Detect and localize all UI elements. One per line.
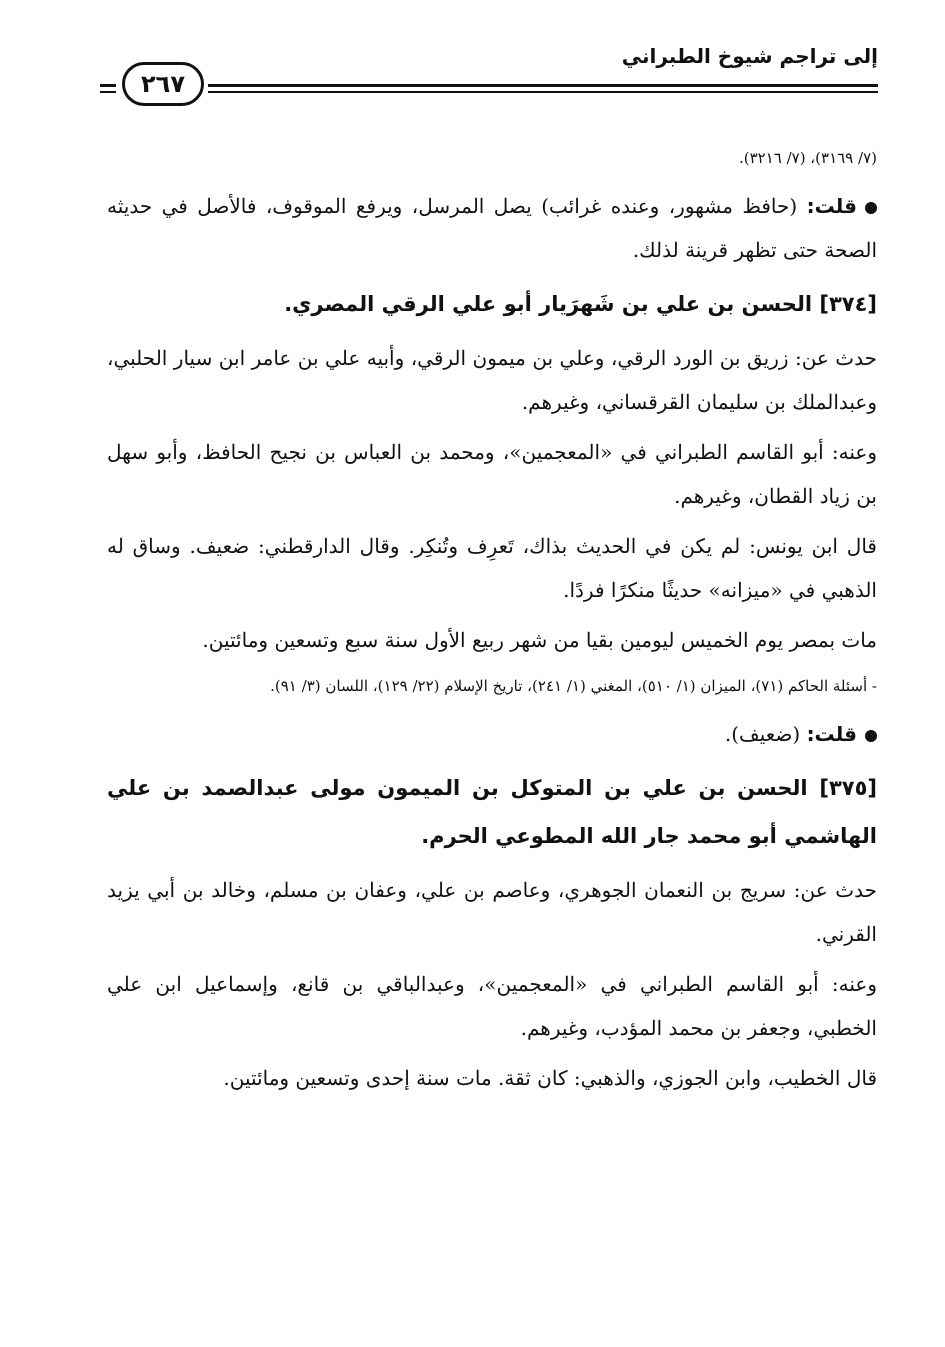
entry-375-qala: قال الخطيب، وابن الجوزي، والذهبي: كان ثقة. مات سنة إحدى وتسعين ومائتين. (223, 1066, 877, 1090)
note-1-lead: قلت: (806, 194, 858, 218)
note-2-text: (ضعيف). (724, 722, 801, 746)
page-header (100, 40, 878, 110)
note-2-lead: قلت: (806, 722, 857, 746)
entry-374-anhu: وعنه: أبو القاسم الطبراني في «المعجمين»، ومحمد بن العباس بن نجيح الحافظ، وأبو سهل بن زياد القطان، وغيرهم. (107, 440, 877, 508)
entry-374-hadath: حدث عن: زريق بن الورد الرقي، وعلي بن ميمون الرقي، وأبيه علي بن عامر ابن سيار الحلبي، وعبدالملك بن سليمان القرقساني، وغيرهم. (107, 346, 877, 414)
entry-375-heading: [٣٧٥] الحسن بن علي بن المتوكل بن الميمون مولى عبدالصمد بن علي الهاشمي أبو محمد جار الله المطوعي الحرم. (107, 776, 877, 848)
bullet-icon (865, 730, 877, 742)
entry-374-heading: [٣٧٤] الحسن بن علي بن شَهرَيار أبو علي الرقي المصري. (284, 292, 877, 316)
running-title: إلى تراجم شيوخ الطبراني (621, 44, 878, 68)
top-references: (٧/ ٣١٦٩)، (٧/ ٣٢١٦). (738, 149, 877, 167)
note-1 (107, 184, 877, 272)
header-rule-left-bottom (100, 91, 116, 93)
entry-375-anhu: وعنه: أبو القاسم الطبراني في «المعجمين»، وعبدالباقي بن قانع، وإسماعيل ابن علي الخطبي، وجعفر بن محمد المؤدب، وغيرهم. (107, 972, 877, 1040)
page-number: ٢٦٧ (122, 62, 204, 106)
entry-374-qala: قال ابن يونس: لم يكن في الحديث بذاك، تَعرِف وتُنكِر. وقال الدارقطني: ضعيف. وساق له الذهبي في «ميزانه» حديثًا منكرًا فردًا. (107, 534, 877, 602)
header-rule-top (208, 84, 878, 87)
note-1-text: (حافظ مشهور، وعنده غرائب) يصل المرسل، ويرفع الموقوف، فالأصل في حديثه الصحة حتى تظهر قرينة لذلك. (107, 194, 877, 262)
entry-374-sources: - أسئلة الحاكم (٧١)، الميزان (١/ ٥١٠)، المغني (١/ ٢٤١)، تاريخ الإسلام (٢٢/ ١٢٩)، اللسان (٣/ ٩١). (270, 677, 877, 695)
header-rule-left-top (100, 84, 116, 87)
entry-374-mat: مات بمصر يوم الخميس ليومين بقيا من شهر ربيع الأول سنة سبع وتسعين ومائتين. (202, 628, 877, 652)
note-2 (107, 712, 877, 756)
page-body (107, 140, 877, 1106)
bullet-icon (865, 202, 877, 214)
entry-375-hadath: حدث عن: سريج بن النعمان الجوهري، وعاصم بن علي، وعفان بن مسلم، وخالد بن أبي يزيد القرني. (107, 878, 877, 946)
header-rule-bottom (208, 91, 878, 93)
